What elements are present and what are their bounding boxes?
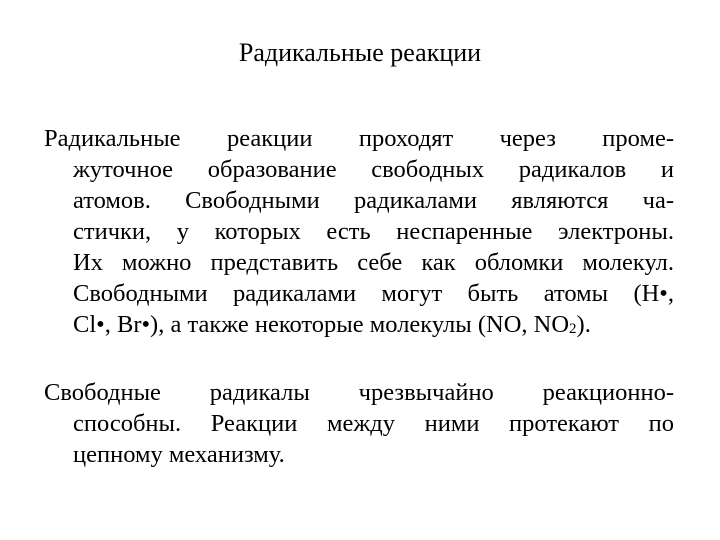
paragraph-radical-reactions [44,123,674,345]
text-line: Их можно представить себе как обломки молекул. [73,249,674,276]
text-line: Свободные радикалы чрезвычайно реакционно- [44,379,674,406]
text-line: Радикальные реакции проходят через проме- [44,125,674,152]
text-line: способны. Реакции между ними протекают по [73,410,674,437]
slide-title: Радикальные реакции [238,38,482,67]
text-line-last [44,309,674,345]
text-line: Свободными радикалами могут быть атомы (H•, [73,280,674,307]
text-line-last: цепному механизму. [73,441,285,468]
text-line: атомов. Свободными радикалами являются ча- [73,187,674,214]
paragraph-free-radicals [44,377,674,470]
text-line: жуточное образование свободных радикалов и [73,156,674,183]
subscript: 2 [569,321,577,337]
text-line: стички, у которых есть неспаренные электроны. [73,218,674,245]
text-line-tail: ). [576,311,591,338]
text-line-content: Cl•, Br•), а также некоторые молекулы (NO, NO [73,311,570,338]
